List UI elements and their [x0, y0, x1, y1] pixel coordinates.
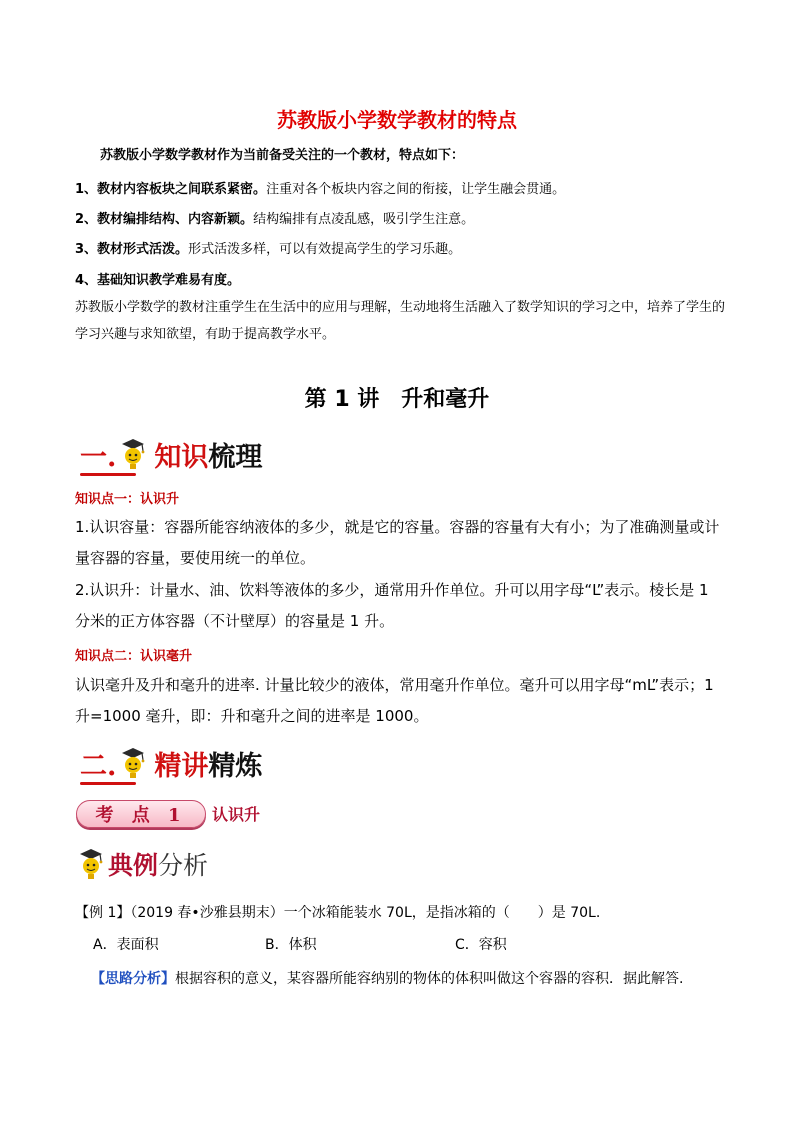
lesson-title: 第 1 讲 升和毫升	[304, 387, 490, 412]
option-c: C．容积	[455, 937, 507, 953]
section-underline	[80, 782, 136, 785]
analysis-tag: 【思路分析】	[91, 971, 175, 987]
knowledge-point-1-paragraph-2: 2.认识升：计量水、油、饮料等液体的多少，通常用升作单位。升可以用字母“L”表示。棱长是 1 分米的正方体容器（不计壁厚）的容量是 1 升。	[75, 581, 709, 630]
mascot-graduate-icon	[118, 746, 148, 780]
document-title: 苏教版小学数学教材的特点	[277, 108, 517, 132]
section-underline	[80, 473, 136, 476]
kaodian-badge: 考 点 1	[76, 800, 206, 828]
mascot-graduate-icon	[76, 847, 106, 881]
example-1-analysis: 【思路分析】根据容积的意义，某容器所能容纳别的物体的体积叫做这个容器的容积．据此解答.	[91, 971, 684, 987]
kaodian-topic: 认识升	[212, 805, 261, 824]
summary-paragraph: 苏教版小学数学的教材注重学生在生活中的应用与理解，生动地将生活融入了数学知识的学习之中，培养了学生的学习兴趣与求知欲望，有助于提高教学水平。	[75, 300, 726, 342]
feature-3: 3、教材形式活泼。形式活泼多样，可以有效提高学生的学习乐趣。	[75, 242, 462, 257]
section-number: 一.	[80, 441, 117, 473]
option-b: B．体积	[265, 937, 317, 953]
section-heading-1: 一. 知识 梳理	[80, 432, 262, 476]
feature-2: 2、教材编排结构、内容新颖。结构编排有点凌乱感，吸引学生注意。	[75, 212, 475, 227]
example-analysis-heading: 典例 分析	[74, 842, 208, 886]
option-a: A．表面积	[93, 937, 159, 953]
section-heading-2: 二. 精讲 精炼	[80, 741, 262, 785]
example-1-question: 【例 1】（2019 春•沙雅县期末）一个冰箱能装水 70L，是指冰箱的（ ）是 70L.	[75, 905, 601, 921]
feature-4: 4、基础知识教学难易有度。	[75, 273, 241, 288]
knowledge-point-2-label: 知识点二：认识毫升	[75, 649, 193, 664]
knowledge-point-1-paragraph-1: 1.认识容量：容器所能容纳液体的多少，就是它的容量。容器的容量有大有小；为了准确测量或计量容器的容量，要使用统一的单位。	[75, 518, 720, 567]
feature-1: 1、教材内容板块之间联系紧密。注重对各个板块内容之间的衔接，让学生融会贯通。	[75, 182, 566, 197]
section-number: 二.	[80, 750, 117, 782]
mascot-graduate-icon	[118, 437, 148, 471]
knowledge-point-2-paragraph: 认识毫升及升和毫升的进率. 计量比较少的液体，常用毫升作单位。毫升可以用字母“mL”表示；1 升=1000 毫升，即：升和毫升之间的进率是 1000。	[75, 676, 714, 725]
knowledge-point-1-label: 知识点一：认识升	[75, 492, 180, 507]
example-1-options	[93, 934, 507, 954]
intro-text: 苏教版小学数学教材作为当前备受关注的一个教材，特点如下：	[100, 148, 465, 163]
